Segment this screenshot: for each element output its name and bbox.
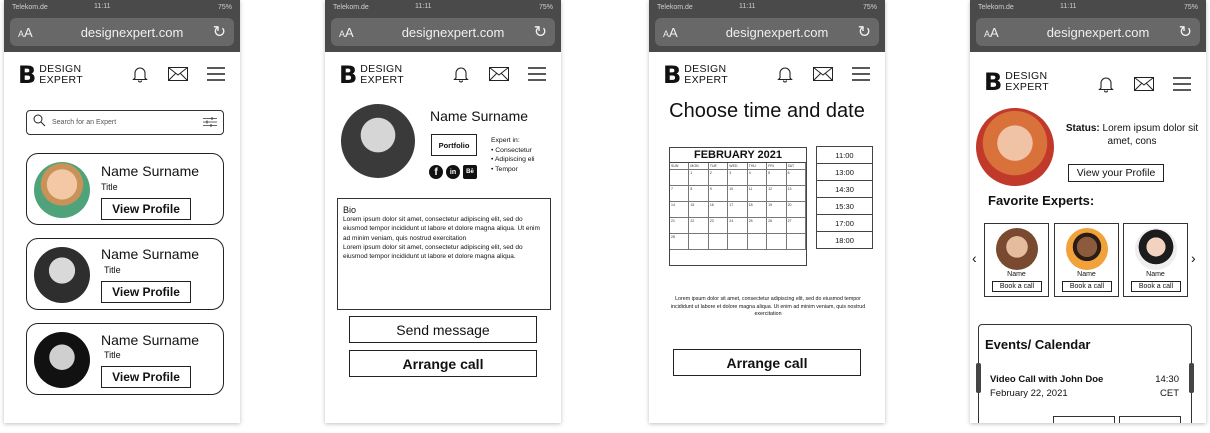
url-bar[interactable] — [331, 18, 555, 46]
calendar-weekdays — [670, 163, 806, 170]
scroll-handle-right[interactable] — [1189, 363, 1194, 393]
calendar-weekday: THU — [748, 163, 767, 170]
calendar-day[interactable]: 22 — [689, 218, 708, 234]
favorite-name: Name — [1007, 271, 1026, 278]
calendar-day[interactable]: 23 — [709, 218, 728, 234]
calendar-day[interactable]: 6 — [787, 170, 806, 186]
calendar-day[interactable] — [787, 234, 806, 250]
expert-card[interactable] — [26, 238, 224, 310]
bio-text: Lorem ipsum dolor sit amet, consectetur adipiscing elit, sed do eiusmod tempor incididunt ut labore et dolore magna aliqua. Ut enim ad minim veniam, quis nostrud exercitation — [343, 216, 540, 242]
screen-user-dashboard — [970, 0, 1206, 423]
screen-choose-time — [649, 0, 885, 423]
calendar-day[interactable]: 16 — [709, 202, 728, 218]
arrange-call-button[interactable]: Arrange call — [349, 350, 537, 377]
bell-icon[interactable] — [1096, 74, 1116, 94]
favorites-heading: Favorite Experts: — [988, 193, 1095, 208]
carrier: Telekom.de — [12, 3, 48, 11]
event-title[interactable]: Video Call with John Doe — [990, 374, 1104, 385]
search-placeholder: Search for an Expert — [52, 119, 117, 126]
chevron-left-icon[interactable]: ‹ — [972, 250, 977, 266]
browser-bar — [4, 0, 240, 52]
time-slot[interactable]: 14:30 — [816, 180, 873, 198]
screen-expert-profile — [325, 0, 561, 423]
bio-text: Lorem ipsum dolor sit amet, consectetur adipiscing elit, sed do eiusmod tempor incididunt ut labore et dolore magna aliqua. — [343, 243, 523, 261]
view-profile-button[interactable]: View Profile — [101, 198, 191, 220]
url-text: designexpert.com — [1046, 24, 1150, 40]
calendar-day[interactable]: 2 — [709, 170, 728, 186]
view-profile-button[interactable]: View Profile — [101, 366, 191, 388]
scroll-handle-left[interactable] — [976, 363, 981, 393]
arrange-call-button[interactable]: Arrange call — [673, 349, 861, 376]
calendar-day[interactable]: 15 — [689, 202, 708, 218]
expert-title: Title — [104, 350, 121, 360]
carrier: Telekom.de — [978, 3, 1014, 11]
reload-icon[interactable]: ↻ — [1178, 24, 1192, 41]
expertise-list: Expert in: • Consectetur • Adipiscing eli • Tempor — [491, 137, 535, 173]
calendar-weekday: WED — [728, 163, 747, 170]
view-your-profile-button[interactable]: View your Profile — [1068, 164, 1164, 182]
logo[interactable]: B DESIGN EXPERT — [984, 68, 1049, 96]
event-action-button[interactable] — [1053, 416, 1115, 423]
status-value: Lorem ipsum dolor sit amet, cons — [1102, 123, 1199, 147]
calendar-weekday: SAT — [787, 163, 806, 170]
reload-icon[interactable]: ↻ — [533, 24, 547, 41]
calendar-day[interactable]: 20 — [787, 202, 806, 218]
bell-icon[interactable] — [130, 64, 150, 84]
event-timezone: CET — [1160, 388, 1179, 399]
calendar-day[interactable]: 26 — [767, 218, 786, 234]
calendar-day[interactable] — [670, 170, 689, 186]
avatar — [34, 332, 90, 388]
bell-icon[interactable] — [451, 64, 471, 84]
avatar — [1066, 228, 1108, 270]
calendar-day[interactable] — [689, 234, 708, 250]
time-slot[interactable]: 15:30 — [816, 197, 873, 215]
calendar-day[interactable]: 3 — [728, 170, 747, 186]
calendar-day[interactable]: 9 — [709, 186, 728, 202]
url-bar[interactable] — [655, 18, 879, 46]
menu-icon[interactable] — [851, 64, 871, 84]
calendar-day[interactable]: 4 — [748, 170, 767, 186]
battery: 75% — [1183, 3, 1198, 11]
events-heading: Events/ Calendar — [985, 337, 1091, 352]
time-slot[interactable]: 17:00 — [816, 214, 873, 232]
time-slot[interactable]: 18:00 — [816, 231, 873, 249]
book-call-button[interactable]: Book a call — [992, 281, 1042, 292]
expert-name: Name Surname — [101, 246, 200, 262]
favorite-card[interactable] — [1123, 223, 1188, 297]
reload-icon[interactable]: ↻ — [212, 24, 226, 41]
mail-icon[interactable] — [813, 64, 833, 84]
browser-bar — [970, 0, 1206, 52]
carrier: Telekom.de — [657, 3, 693, 11]
view-profile-button[interactable]: View Profile — [101, 281, 191, 303]
calendar-weekday: TUE — [709, 163, 728, 170]
status-bar — [970, 0, 1206, 14]
logo[interactable]: B DESIGN EXPERT — [663, 61, 728, 89]
calendar-month: FEBRUARY 2021 — [670, 148, 806, 163]
bio-label: Bio — [343, 205, 357, 215]
logo[interactable]: B DESIGN EXPERT — [18, 61, 83, 89]
calendar-day[interactable]: 10 — [728, 186, 747, 202]
calendar-weekday: MON — [689, 163, 708, 170]
event-time: 14:30 — [1155, 374, 1179, 385]
text-size-button[interactable]: AA — [663, 24, 678, 40]
portfolio-button[interactable]: Portfolio — [431, 134, 477, 156]
calendar-day[interactable]: 27 — [787, 218, 806, 234]
battery: 75% — [862, 3, 877, 11]
calendar-day[interactable]: 11 — [748, 186, 767, 202]
app-header — [4, 52, 240, 98]
page-title: Choose time and date — [669, 100, 865, 122]
facebook-icon[interactable]: f — [429, 165, 443, 179]
time-slot[interactable]: 11:00 — [816, 146, 873, 164]
favorite-name: Name — [1146, 271, 1165, 278]
bio-box — [337, 198, 551, 310]
calendar-day[interactable]: 7 — [670, 186, 689, 202]
avatar — [34, 247, 90, 303]
clock: 11:11 — [94, 3, 111, 10]
clock: 11:11 — [415, 3, 432, 10]
filter-icon[interactable] — [203, 114, 217, 132]
calendar-day[interactable] — [728, 234, 747, 250]
social-links — [429, 165, 477, 179]
events-panel — [978, 324, 1192, 423]
text-size-button[interactable]: AA — [18, 24, 33, 40]
linkedin-icon[interactable]: in — [446, 165, 460, 179]
mail-icon[interactable] — [168, 64, 188, 84]
behance-icon[interactable]: Bē — [463, 165, 477, 179]
text-size-button[interactable]: AA — [984, 24, 999, 40]
avatar — [1135, 228, 1177, 270]
calendar-day[interactable]: 19 — [767, 202, 786, 218]
status-bar — [4, 0, 240, 14]
favorite-card[interactable] — [1054, 223, 1119, 297]
search-icon — [33, 114, 46, 132]
battery: 75% — [217, 3, 232, 11]
avatar — [34, 162, 90, 218]
favorite-card[interactable] — [984, 223, 1049, 297]
url-text: designexpert.com — [80, 24, 184, 40]
book-call-button[interactable]: Book a call — [1062, 281, 1112, 292]
status-label: Status: — [1065, 123, 1100, 134]
profile-photo — [341, 104, 415, 178]
clock: 11:11 — [1060, 3, 1077, 10]
calendar-day[interactable]: 28 — [670, 234, 689, 250]
info-text: Lorem ipsum dolor sit amet, consectetur adipiscing elit, sed do eiusmod tempor incididunt ut labore et dolore magna aliqua. Ut enim ad minim veniam, quis nostrud exercitation — [670, 296, 866, 317]
calendar-day[interactable] — [748, 234, 767, 250]
favorite-name: Name — [1077, 271, 1096, 278]
calendar-day[interactable]: 5 — [767, 170, 786, 186]
avatar — [996, 228, 1038, 270]
menu-icon[interactable] — [1172, 74, 1192, 94]
status-bar — [649, 0, 885, 14]
calendar-day[interactable]: 12 — [767, 186, 786, 202]
calendar-weekday: SUN — [670, 163, 689, 170]
screen-expert-list — [4, 0, 240, 423]
search-input[interactable] — [26, 110, 224, 135]
calendar-day[interactable] — [709, 234, 728, 250]
carrier: Telekom.de — [333, 3, 369, 11]
calendar-day[interactable]: 1 — [689, 170, 708, 186]
expert-card[interactable] — [26, 153, 224, 225]
browser-bar — [325, 0, 561, 52]
url-bar[interactable] — [976, 18, 1200, 46]
expert-card[interactable] — [26, 323, 224, 395]
logo[interactable]: B DESIGN EXPERT — [339, 61, 404, 89]
clock: 11:11 — [739, 3, 756, 10]
url-text: designexpert.com — [725, 24, 829, 40]
battery: 75% — [538, 3, 553, 11]
status-bar — [325, 0, 561, 14]
calendar-day[interactable]: 18 — [748, 202, 767, 218]
calendar[interactable] — [669, 147, 807, 266]
event-date: February 22, 2021 — [990, 388, 1068, 399]
book-call-button[interactable]: Book a call — [1131, 281, 1181, 292]
menu-icon[interactable] — [527, 64, 547, 84]
app-header — [649, 52, 885, 98]
mail-icon[interactable] — [1134, 74, 1154, 94]
calendar-day[interactable]: 24 — [728, 218, 747, 234]
calendar-day[interactable]: 21 — [670, 218, 689, 234]
app-header — [325, 52, 561, 98]
time-slot[interactable]: 13:00 — [816, 163, 873, 181]
profile-name: Name Surname — [430, 108, 529, 124]
browser-bar — [649, 0, 885, 52]
expert-name: Name Surname — [101, 332, 200, 348]
time-slots — [816, 147, 873, 249]
calendar-day[interactable]: 14 — [670, 202, 689, 218]
app-header — [970, 52, 1206, 112]
calendar-day[interactable] — [767, 234, 786, 250]
chevron-right-icon[interactable]: › — [1191, 250, 1196, 266]
menu-icon[interactable] — [206, 64, 226, 84]
text-size-button[interactable]: AA — [339, 24, 354, 40]
url-text: designexpert.com — [401, 24, 505, 40]
bell-icon[interactable] — [775, 64, 795, 84]
calendar-days — [670, 170, 806, 250]
reload-icon[interactable]: ↻ — [857, 24, 871, 41]
expert-name: Name Surname — [101, 163, 200, 179]
url-bar[interactable] — [10, 18, 234, 46]
calendar-day[interactable]: 17 — [728, 202, 747, 218]
event-action-button[interactable] — [1119, 416, 1181, 423]
status-text — [1062, 122, 1202, 148]
send-message-button[interactable]: Send message — [349, 316, 537, 343]
calendar-weekday: FRI — [767, 163, 786, 170]
expert-title: Title — [101, 182, 118, 192]
calendar-day[interactable]: 13 — [787, 186, 806, 202]
profile-photo — [976, 108, 1054, 186]
calendar-day[interactable]: 8 — [689, 186, 708, 202]
mail-icon[interactable] — [489, 64, 509, 84]
expert-title: Title — [104, 265, 121, 275]
calendar-day[interactable]: 25 — [748, 218, 767, 234]
